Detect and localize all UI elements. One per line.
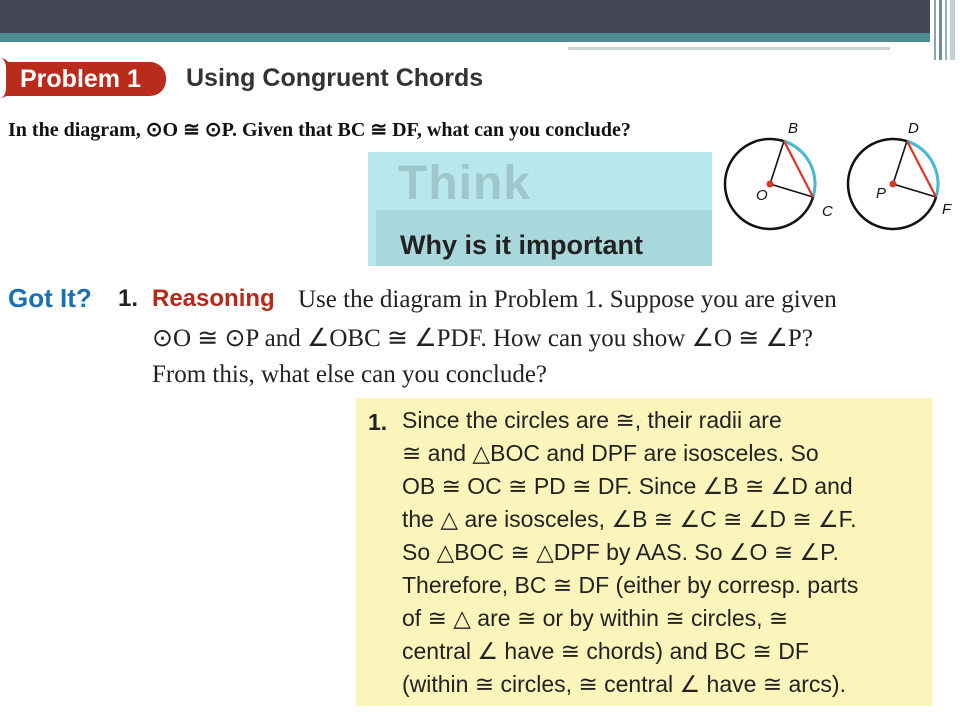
slide-divider-line [568, 47, 890, 50]
answer-line-6: Therefore, BC ≅ DF (either by corresp. parts [402, 572, 859, 598]
answer-line-3: OB ≅ OC ≅ PD ≅ DF. Since ∠B ≅ ∠D and [402, 473, 853, 499]
slide-top-bar [0, 0, 930, 33]
answer-line-9: (within ≅ circles, ≅ central ∠ have ≅ arcs). [402, 671, 846, 697]
problem-question: In the diagram, ⊙O ≅ ⊙P. Given that BC ≅ DF, what can you conclude? [8, 119, 631, 141]
think-heading: Think [398, 157, 531, 210]
slide-edge-decoration [930, 0, 960, 60]
answer-line-1: Since the circles are ≅, their radii are [402, 407, 782, 433]
answer-number: 1. [368, 409, 388, 435]
congruent-circles-diagram [722, 112, 960, 236]
got-it-line-3: From this, what else can you conclude? [152, 361, 548, 388]
answer-line-8: central ∠ have ≅ chords) and BC ≅ DF [402, 638, 809, 664]
point-b-label: B [788, 120, 799, 137]
circle-o-center-label: O [756, 187, 768, 204]
answer-line-4: the △ are isosceles, ∠B ≅ ∠C ≅ ∠D ≅ ∠F. [402, 506, 857, 532]
point-f-label: F [942, 201, 952, 218]
circle-p-center-label: P [876, 185, 887, 202]
circle-o [725, 120, 833, 229]
got-it-lead: Reasoning [152, 285, 275, 312]
problem-badge: Problem 1 [6, 62, 166, 96]
point-c-label: C [822, 203, 833, 220]
answer-line-5: So △BOC ≅ △DPF by AAS. So ∠O ≅ ∠P. [402, 539, 839, 565]
answer-line-2: ≅ and △BOC and DPF are isosceles. So [402, 440, 819, 466]
answer-line-7: of ≅ △ are ≅ or by within ≅ circles, ≅ [402, 605, 789, 631]
problem-title: Using Congruent Chords [186, 64, 484, 92]
got-it-line-1: Use the diagram in Problem 1. Suppose you are given [298, 286, 837, 313]
got-it-line-2: ⊙O ≅ ⊙P and ∠OBC ≅ ∠PDF. How can you show ∠O ≅ ∠P? [152, 325, 813, 352]
circle-p [848, 120, 952, 229]
got-it-badge: Got It? [8, 283, 92, 313]
point-d-label: D [908, 120, 919, 137]
think-subtitle: Why is it important [400, 230, 643, 260]
slide-accent-strip [0, 33, 930, 42]
got-it-number: 1. [118, 285, 139, 312]
